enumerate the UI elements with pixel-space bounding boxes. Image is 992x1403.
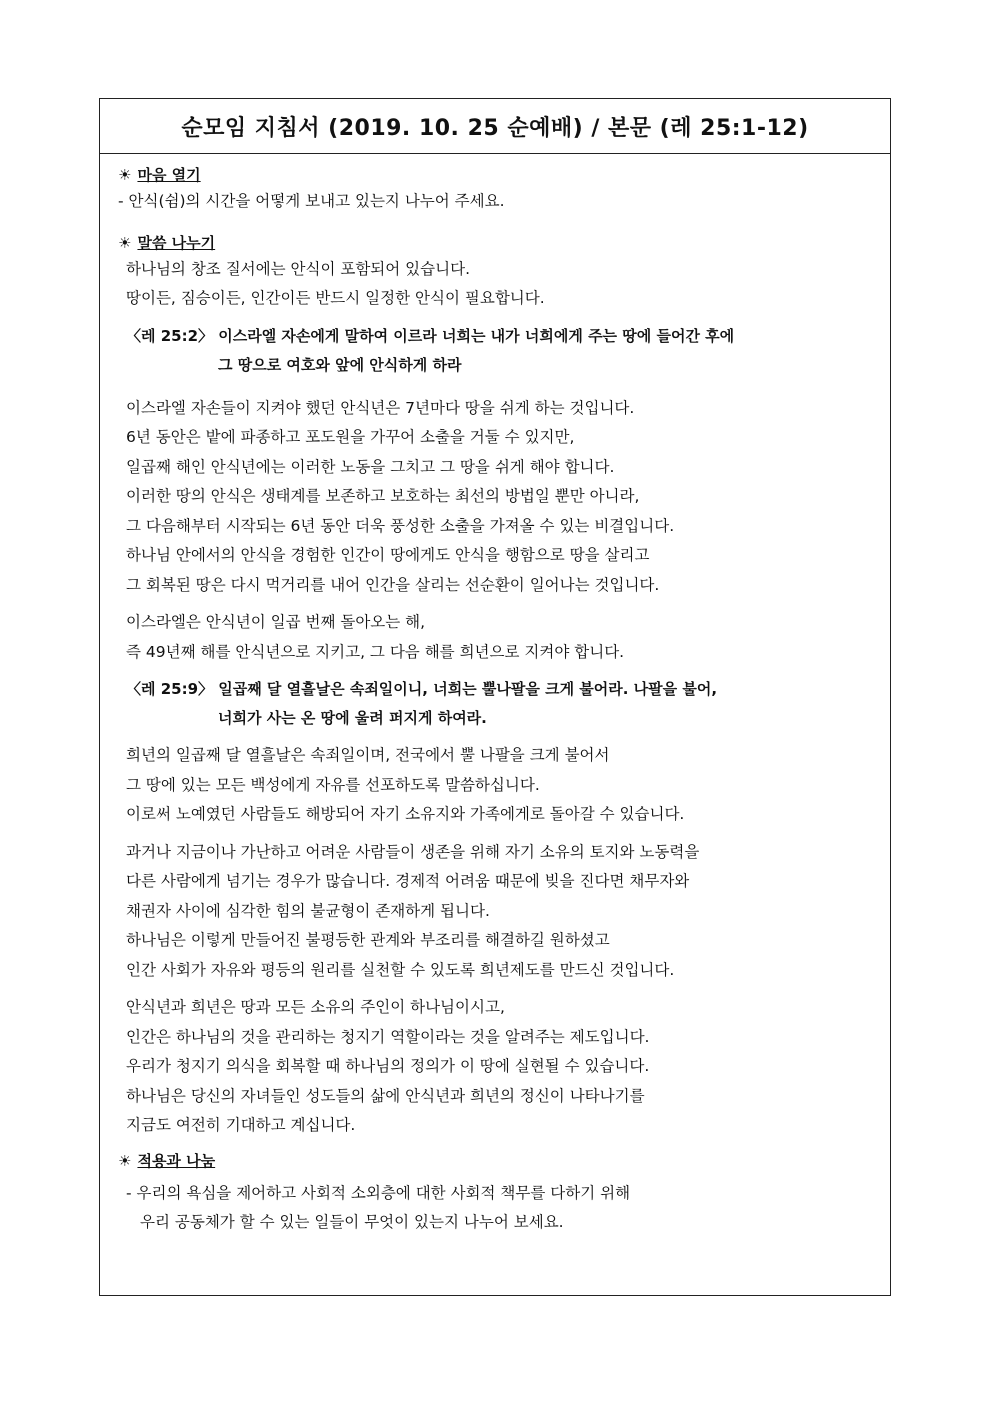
text-line: 그 땅에 있는 모든 백성에게 자유를 선포하도록 말씀하십니다. [126, 775, 540, 794]
text-line: 이로써 노예였던 사람들도 해방되어 자기 소유지와 가족에게로 돌아갈 수 있습니다. [126, 805, 685, 823]
text-line: 지금도 여전히 기대하고 계십니다. [126, 1116, 356, 1134]
text-line: 하나님의 창조 질서에는 안식이 포함되어 있습니다. [126, 259, 470, 278]
text-line: 그 회복된 땅은 다시 먹거리를 내어 인간을 살리는 선순환이 일어나는 것입니다. [126, 575, 660, 594]
text-line: 인간은 하나님의 것을 관리하는 청지기 역할이라는 것을 알려주는 제도입니다. [126, 1027, 650, 1046]
section-heading-apply [118, 1149, 880, 1173]
text-line: 우리가 청지기 의식을 회복할 때 하나님의 정의가 이 땅에 실현될 수 있습니다. [126, 1057, 650, 1075]
scripture-quote: 〈레 25:9〉 일곱째 달 열흘날은 속죄일이니, 너희는 뿔나팔을 크게 불어라. 나팔을 불어, [126, 680, 718, 698]
text-line: 안식년과 희년은 땅과 모든 소유의 주인이 하나님이시고, [126, 998, 505, 1016]
text-line: - 안식(쉼)의 시간을 어떻게 보내고 있는지 나누어 주세요. [118, 192, 505, 210]
scripture-quote: 그 땅으로 여호와 앞에 안식하게 하라 [218, 355, 462, 374]
section-heading-label: 말씀 나누기 [137, 233, 216, 252]
sun-icon: ☀ [118, 1151, 132, 1170]
text-line: 하나님 안에서의 안식을 경험한 인간이 땅에게도 안식을 행함으로 땅을 살리고 [126, 546, 650, 564]
text-line: 6년 동안은 밭에 파종하고 포도원을 가꾸어 소출을 거둘 수 있지만, [126, 428, 575, 446]
text-line: - 우리의 욕심을 제어하고 사회적 소외층에 대한 사회적 책무를 다하기 위해 [126, 1183, 631, 1202]
text-line: 과거나 지금이나 가난하고 어려운 사람들이 생존을 위해 자기 소유의 토지와 노동력을 [126, 842, 700, 861]
text-line: 희년의 일곱째 달 열흘날은 속죄일이며, 전국에서 뿔 나팔을 크게 불어서 [126, 746, 610, 764]
scripture-quote: 〈레 25:2〉 이스라엘 자손에게 말하여 이르라 너희는 내가 너희에게 주는 땅에 들어간 후에 [126, 326, 735, 345]
section-heading-opening [118, 163, 880, 187]
scripture-quote: 너희가 사는 온 땅에 울려 퍼지게 하여라. [218, 709, 487, 727]
sun-icon: ☀ [118, 166, 132, 184]
text-line: 인간 사회가 자유와 평등의 원리를 실천할 수 있도록 희년제도를 만드신 것입니다. [126, 960, 675, 979]
document-frame [99, 98, 891, 1296]
text-line: 일곱째 해인 안식년에는 이러한 노동을 그치고 그 땅을 쉬게 해야 합니다. [126, 457, 615, 476]
section-heading-label: 마음 열기 [137, 166, 201, 184]
text-line: 그 다음해부터 시작되는 6년 동안 더욱 풍성한 소출을 가져올 수 있는 비결입니다. [126, 516, 675, 535]
page-title: 순모임 지침서 (2019. 10. 25 순예배) / 본문 (레 25:1-12) [181, 115, 809, 141]
text-line: 하나님은 당신의 자녀들인 성도들의 삶에 안식년과 희년의 정신이 나타나기를 [126, 1086, 645, 1105]
text-line: 다른 사람에게 넘기는 경우가 많습니다. 경제적 어려움 때문에 빚을 진다면 채무자와 [126, 872, 690, 890]
text-line: 즉 49년째 해를 안식년으로 지키고, 그 다음 해를 희년으로 지켜야 합니다. [126, 642, 625, 661]
text-line: 하나님은 이렇게 만들어진 불평등한 관계와 부조리를 해결하길 원하셨고 [126, 931, 610, 949]
text-line: 이러한 땅의 안식은 생태계를 보존하고 보호하는 최선의 방법일 뿐만 아니라, [126, 487, 640, 505]
section-heading-label: 적용과 나눔 [137, 1151, 216, 1170]
document-content [100, 154, 890, 1238]
sun-icon: ☀ [118, 233, 132, 252]
text-line: 채권자 사이에 심각한 힘의 불균형이 존재하게 됩니다. [126, 901, 490, 920]
title-bar [100, 99, 890, 154]
section-heading-word [118, 231, 880, 255]
text-line: 우리 공동체가 할 수 있는 일들이 무엇이 있는지 나누어 보세요. [140, 1213, 564, 1231]
text-line: 땅이든, 짐승이든, 인간이든 반드시 일정한 안식이 필요합니다. [126, 289, 545, 307]
text-line: 이스라엘 자손들이 지켜야 했던 안식년은 7년마다 땅을 쉬게 하는 것입니다. [126, 398, 635, 417]
text-line: 이스라엘은 안식년이 일곱 번째 돌아오는 해, [126, 613, 426, 631]
